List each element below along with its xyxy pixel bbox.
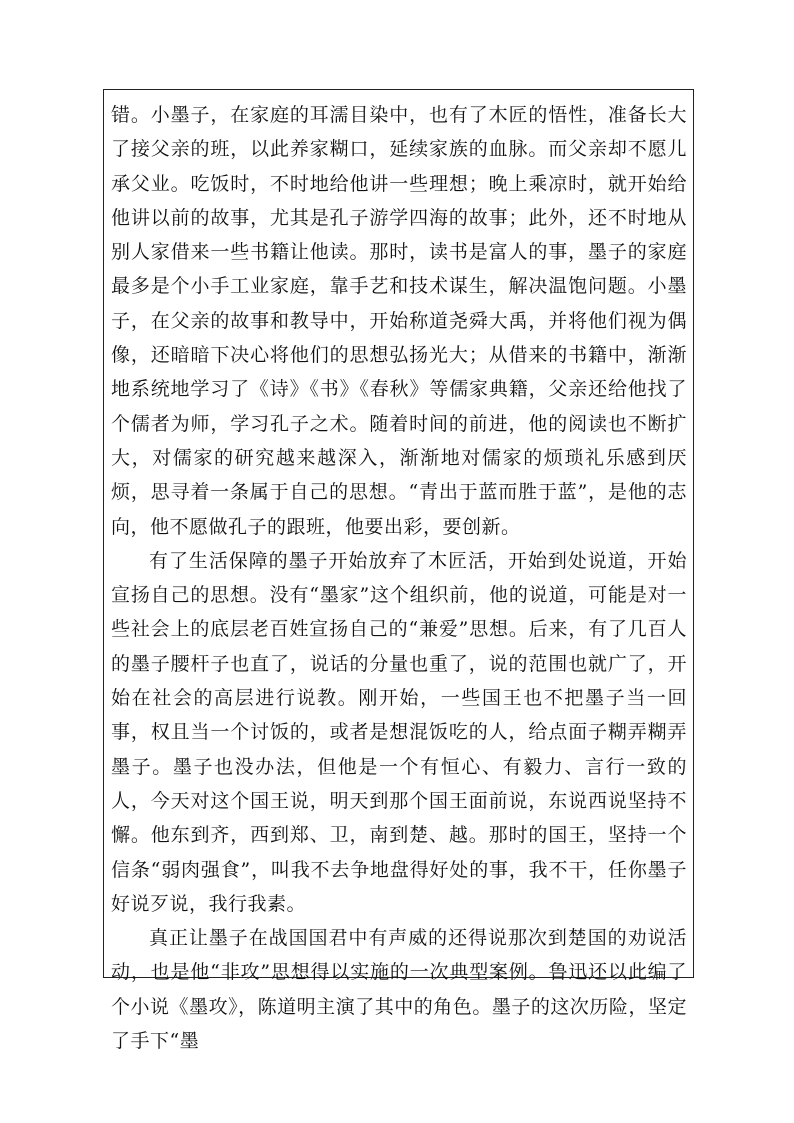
- bordered-text-box: [103, 89, 694, 1053]
- paragraph-preaching: 有了生活保障的墨子开始放弃了木匠活，开始到处说道，开始宣扬自己的思想。没有“墨家”这个组织前，他的说道，可能是对一些社会上的底层老百姓宣扬自己的“兼爱”思想。后来，有了几百人的墨子腰杆子也直了，说话的分量也重了，说的范围也就广了，开始在社会的高层进行说教。刚开始，一些国王也不把墨子当一回事，权且当一个讨饭的，或者是想混饭吃的人，给点面子糊弄糊弄墨子。墨子也没办法，但他是一个有恒心、有毅力、言行一致的人，今天对这个国王说，明天到那个国王面前说，东说西说坚持不懈。他东到齐，西到郑、卫，南到楚、越。那时的国王，坚持一个信条“弱肉强食”，叫我不去争地盘得好处的事，我不干，任你墨子好说歹说，我行我素。: [111, 549, 687, 915]
- paragraph-chu-persuasion: 真正让墨子在战国国君中有声威的还得说那次到楚国的劝说活动，也是他“非攻”思想得以实施的一次典型案例。鲁迅还以此编了个小说《墨攻》，陈道明主演了其中的角色。墨子的这次历险，坚定了手下“墨: [111, 927, 687, 1053]
- paragraph-childhood: 错。小墨子，在家庭的耳濡目染中，也有了木匠的悟性，准备长大了接父亲的班，以此养家糊口，延续家族的血脉。而父亲却不愿儿承父业。吃饭时，不时地给他讲一些理想；晚上乘凉时，就开始给他讲以前的故事，尤其是孔子游学四海的故事；此外，还不时地从别人家借来一些书籍让他读。那时，读书是富人的事，墨子的家庭最多是个小手工业家庭，靠手艺和技术谋生，解决温饱问题。小墨子，在父亲的故事和教导中，开始称道尧舜大禹，并将他们视为偶像，还暗暗下决心将他们的思想弘扬光大；从借来的书籍中，渐渐地系统地学习了《诗》《书》《春秋》等儒家典籍，父亲还给他找了个儒者为师，学习孔子之术。随着时间的前进，他的阅读也不断扩大，对儒家的研究越来越深入，渐渐地对儒家的烦琐礼乐感到厌烦，思寻着一条属于自己的思想。“青出于蓝而胜于蓝”，是他的志向，他不愿做孔子的跟班，他要出彩，要创新。: [111, 104, 687, 538]
